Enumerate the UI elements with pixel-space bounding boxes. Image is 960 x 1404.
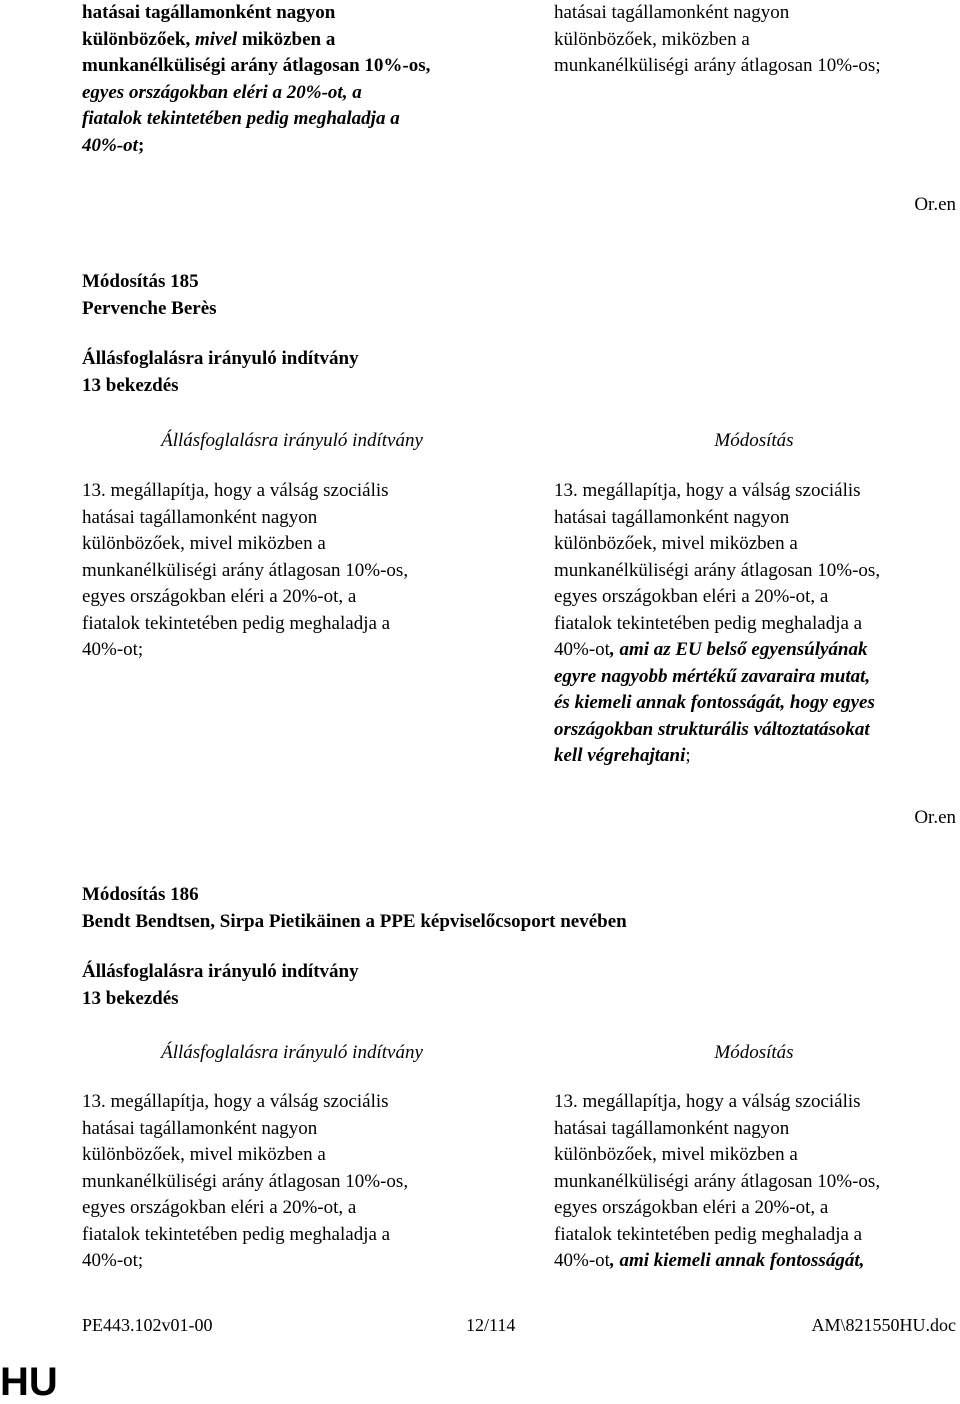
- amendment-number: Módosítás 186: [82, 884, 199, 905]
- text-span: 40%-ot: [554, 639, 610, 660]
- text-line: [82, 27, 502, 54]
- text-line: [554, 531, 954, 558]
- text-span: ;: [685, 745, 691, 766]
- text-line: fiatalok tekintetében pedig meghaladja a: [82, 1223, 391, 1245]
- text-line: [82, 53, 502, 80]
- column-heading-original: Állásfoglalásra irányuló indítvány: [161, 430, 423, 451]
- text-line: [554, 1116, 954, 1143]
- text-line: fiatalok tekintetében pedig meghaladja a: [82, 612, 391, 634]
- emphasized-text: mivel: [194, 28, 238, 50]
- text-span: munkanélküliségi arány átlagosan 10%-os,: [554, 559, 881, 581]
- text-line: [554, 690, 954, 717]
- text-span: hatásai tagállamonként nagyon: [554, 1117, 790, 1139]
- language-code: HU: [0, 1360, 58, 1404]
- text-line: különbözőek, mivel miközben a: [82, 1144, 326, 1165]
- text-line: [554, 1195, 954, 1222]
- emphasized-text: ;: [137, 134, 145, 156]
- emphasized-text: , ami az EU belső egyensúlyának: [609, 639, 868, 660]
- column-heading-amendment: Módosítás: [714, 1042, 794, 1063]
- emphasized-text: munkanélküliségi arány átlagosan 10%-os,: [82, 55, 431, 76]
- column-heading-amendment: Módosítás: [714, 430, 794, 451]
- text-line: [554, 611, 954, 638]
- text-line: munkanélküliségi arány átlagosan 10%-os;: [554, 55, 881, 76]
- emphasized-text: 40%-ot: [82, 134, 138, 156]
- emphasized-text: egyre nagyobb mértékű zavaraira mutat,: [554, 665, 871, 687]
- amendment-author: Pervenche Berès: [82, 298, 217, 319]
- emphasized-text: hatásai tagállamonként nagyon: [82, 2, 336, 23]
- text-line: [82, 80, 502, 107]
- emphasized-text: különbözőek,: [82, 28, 195, 50]
- text-line: [554, 505, 954, 532]
- text-line: különbözőek, miközben a: [554, 28, 750, 50]
- text-line: [82, 133, 502, 160]
- text-line: egyes országokban eléri a 20%-ot, a: [82, 1197, 357, 1218]
- text-line: 13. megállapítja, hogy a válság szociális: [82, 1091, 389, 1112]
- text-line: munkanélküliségi arány átlagosan 10%-os,: [82, 559, 409, 581]
- document-reference: Állásfoglalásra irányuló indítvány: [82, 961, 359, 982]
- text-line: [554, 743, 954, 770]
- paragraph-reference: 13 bekezdés: [82, 988, 179, 1009]
- amendment-author: Bendt Bendtsen, Sirpa Pietikäinen a PPE képviselőcsoport nevében: [82, 911, 627, 932]
- text-line: hatásai tagállamonként nagyon: [82, 1117, 318, 1139]
- text-line: hatásai tagállamonként nagyon: [82, 506, 318, 528]
- original-language-marker: Or.en: [914, 807, 956, 828]
- text-line: [554, 637, 954, 664]
- emphasized-text: országokban strukturális változtatásokat: [554, 718, 870, 740]
- text-line: [554, 478, 954, 505]
- emphasized-text: fiatalok tekintetében pedig meghaladja a: [82, 108, 400, 129]
- text-span: 13. megállapítja, hogy a válság szociális: [554, 480, 861, 501]
- amendment-number: Módosítás 185: [82, 271, 199, 292]
- text-line: [554, 1222, 954, 1249]
- text-line: [554, 558, 954, 585]
- text-line: [554, 717, 954, 744]
- footer-document-code: PE443.102v01-00: [82, 1315, 213, 1335]
- text-line: [554, 664, 954, 691]
- original-text: [82, 1089, 502, 1275]
- text-line: [554, 1089, 954, 1116]
- text-span: fiatalok tekintetében pedig meghaladja a: [554, 1223, 863, 1245]
- emphasized-text: , ami kiemeli annak fontosságát,: [609, 1250, 865, 1271]
- document-reference: Állásfoglalásra irányuló indítvány: [82, 348, 359, 369]
- column-heading-original: Állásfoglalásra irányuló indítvány: [161, 1042, 423, 1063]
- original-text: [82, 478, 502, 664]
- text-span: 40%-ot: [554, 1250, 610, 1271]
- emphasized-text: egyes országokban eléri a 20%-ot, a: [82, 81, 362, 103]
- text-line: [554, 1248, 954, 1275]
- footer-file-name: AM\821550HU.doc: [811, 1315, 956, 1335]
- emphasized-text: és kiemeli annak fontosságát, hogy egyes: [554, 692, 875, 713]
- amended-text: [554, 478, 954, 770]
- text-line: [82, 0, 502, 27]
- top-left-text: [82, 0, 502, 159]
- paragraph-reference: 13 bekezdés: [82, 375, 179, 396]
- text-span: munkanélküliségi arány átlagosan 10%-os,: [554, 1170, 881, 1192]
- original-language-marker: Or.en: [914, 194, 956, 215]
- text-line: [554, 1142, 954, 1169]
- emphasized-text: kell végrehajtani: [554, 745, 686, 766]
- emphasized-text: miközben a: [237, 28, 336, 50]
- text-span: egyes országokban eléri a 20%-ot, a: [554, 586, 829, 607]
- text-line: különbözőek, mivel miközben a: [82, 533, 326, 554]
- text-line: [554, 1169, 954, 1196]
- text-line: hatásai tagállamonként nagyon: [554, 2, 790, 23]
- text-line: egyes országokban eléri a 20%-ot, a: [82, 586, 357, 607]
- text-line: 40%-ot;: [82, 639, 144, 660]
- text-line: munkanélküliségi arány átlagosan 10%-os,: [82, 1170, 409, 1192]
- amended-text: [554, 1089, 954, 1275]
- text-line: 40%-ot;: [82, 1250, 144, 1271]
- text-span: hatásai tagállamonként nagyon: [554, 506, 790, 528]
- text-span: fiatalok tekintetében pedig meghaladja a: [554, 612, 863, 634]
- top-right-text: [554, 0, 954, 80]
- text-span: különbözőek, mivel miközben a: [554, 1144, 798, 1165]
- text-span: 13. megállapítja, hogy a válság szociális: [554, 1091, 861, 1112]
- text-span: különbözőek, mivel miközben a: [554, 533, 798, 554]
- text-line: [554, 584, 954, 611]
- text-line: 13. megállapítja, hogy a válság szociális: [82, 480, 389, 501]
- text-line: [82, 106, 502, 133]
- footer-page-number: 12/114: [466, 1315, 516, 1335]
- text-span: egyes országokban eléri a 20%-ot, a: [554, 1197, 829, 1218]
